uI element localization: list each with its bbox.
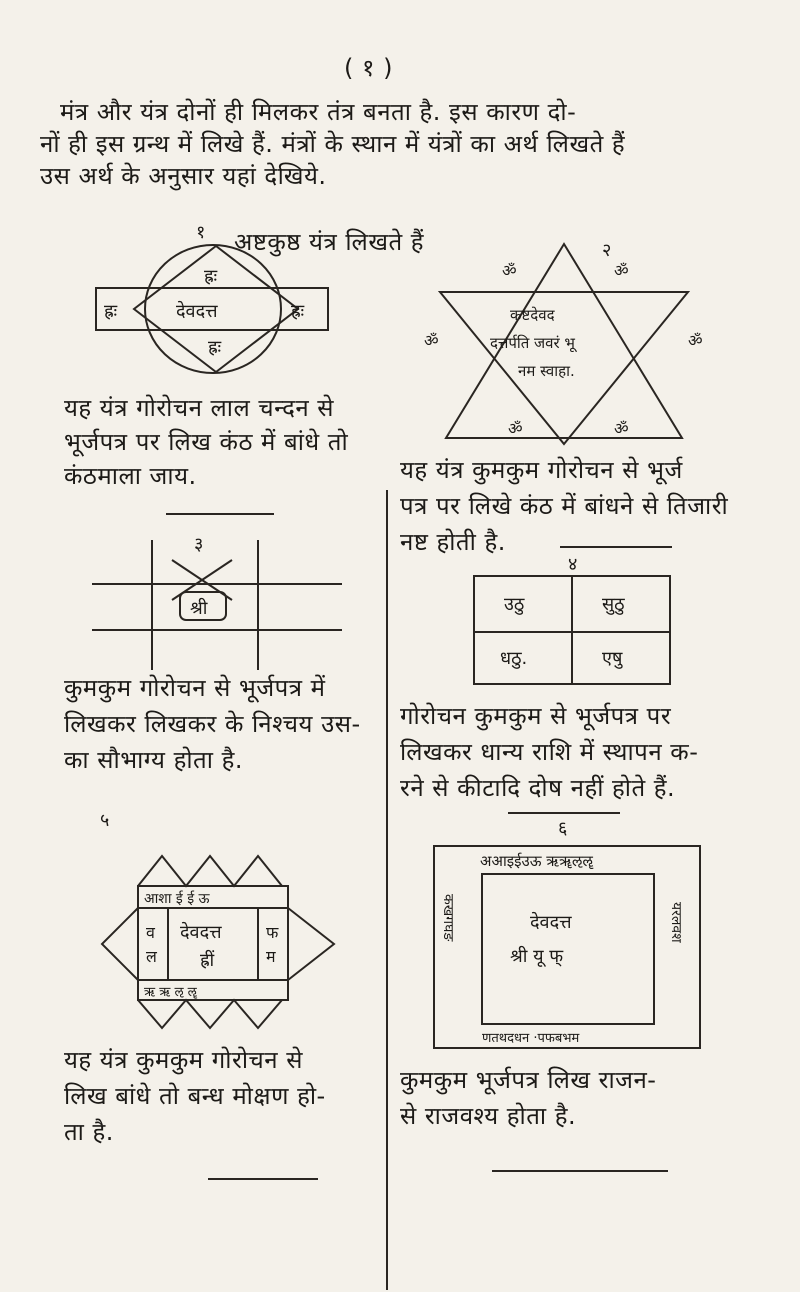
yantra-2-point-4: ॐ xyxy=(688,331,703,350)
yantra-5-bottom: ऋ ऋ ऌ ॡ xyxy=(144,985,197,1000)
yantra-3-caption-3: का सौभाग्य होता है. xyxy=(64,746,243,774)
yantra-4-cell-4: एषु xyxy=(602,648,623,669)
yantra-5-right-top: फ xyxy=(266,923,279,942)
yantra-3-number: ३ xyxy=(194,534,204,555)
yantra-2-caption-1: यह यंत्र कुमकुम गोरोचन से भूर्ज xyxy=(400,456,683,484)
page-number: ( १ ) xyxy=(344,54,393,82)
yantra-1-bottom: ह्रः xyxy=(208,337,222,358)
yantra-6-top: अआइईउऊ ऋॠऌॡ xyxy=(480,852,593,870)
yantra-2-caption-3: नष्ट होती है. xyxy=(400,528,506,556)
yantra-2-center-3: नम स्वाहा. xyxy=(518,362,575,380)
yantra-6-caption-2: से राजवश्य होता है. xyxy=(400,1102,577,1130)
yantra-4-cell-1: उठु xyxy=(504,594,525,615)
yantra-5-number: ५ xyxy=(100,810,110,831)
yantra-2-point-2: ॐ xyxy=(614,261,629,280)
intro-line-2: नों ही इस ग्रन्थ में लिखे हैं. मंत्रों के स्थान में यंत्रों का अर्थ लिखते हैं xyxy=(40,130,626,158)
yantra-4-number: ४ xyxy=(568,554,578,575)
yantra-2-number: २ xyxy=(602,240,612,261)
yantra-5-center-top: देवदत्त xyxy=(180,922,222,943)
yantra-2-point-3: ॐ xyxy=(424,331,439,350)
yantra-4-caption-2: लिखकर धान्य राशि में स्थापन क- xyxy=(400,738,699,766)
yantra-5-center-bottom: ह्रीं xyxy=(200,950,215,971)
yantra-5-caption-1: यह यंत्र कुमकुम गोरोचन से xyxy=(64,1046,303,1074)
yantra-2-caption-2: पत्र पर लिखे कंठ में बांधने से तिजारी xyxy=(400,492,729,520)
yantra-5-left-top: व xyxy=(146,923,155,942)
yantra-3-figure xyxy=(86,530,346,680)
yantra-1-caption-2: भूर्जपत्र पर लिख कंठ में बांधे तो xyxy=(64,428,349,456)
yantra-4-separator xyxy=(508,812,620,814)
yantra-5-separator xyxy=(208,1178,318,1180)
yantra-4-figure xyxy=(470,550,680,690)
yantra-3-center: श्री xyxy=(190,598,208,619)
yantra-4-cell-3: धठु. xyxy=(500,648,528,669)
yantra-2-figure xyxy=(424,238,724,450)
yantra-2-center-1: कष्टदेवद xyxy=(510,306,555,324)
yantra-3-caption-2: लिखकर लिखकर के निश्चय उस- xyxy=(64,710,361,738)
yantra-4-caption-1: गोरोचन कुमकुम से भूर्जपत्र पर xyxy=(400,702,672,730)
intro-line-3: उस अर्थ के अनुसार यहां देखिये. xyxy=(40,162,327,190)
yantra-6-right: यरलवश xyxy=(668,902,684,943)
yantra-6-left: कखगघङ xyxy=(440,894,456,942)
yantra-1-caption-3: कंठमाला जाय. xyxy=(64,462,197,490)
yantra-2-point-5: ॐ xyxy=(508,419,523,438)
yantra-5-right-bottom: म xyxy=(266,947,276,966)
yantra-3-caption-1: कुमकुम गोरोचन से भूर्जपत्र में xyxy=(64,674,326,702)
yantra-2-center-2: दत्तर्पति जवरं भू xyxy=(490,334,575,352)
yantra-5-caption-3: ता है. xyxy=(64,1118,114,1146)
yantra-5-caption-2: लिख बांधे तो बन्ध मोक्षण हो- xyxy=(64,1082,326,1110)
yantra-1-right: ह्रः xyxy=(291,301,305,322)
yantra-2-point-6: ॐ xyxy=(614,419,629,438)
yantra-6-figure xyxy=(426,816,716,1052)
yantra-6-number: ६ xyxy=(558,818,568,839)
yantra-4-cell-2: सुठु xyxy=(602,594,625,615)
yantra-2-heading: अष्टकुष्ठ यंत्र लिखते हैं xyxy=(234,228,425,256)
yantra-5-left-bottom: ल xyxy=(146,947,157,966)
yantra-2-point-1: ॐ xyxy=(502,261,517,280)
yantra-5-figure xyxy=(88,810,344,1034)
yantra-6-inner-bottom: श्री यू फ् xyxy=(510,946,564,967)
yantra-1-caption-1: यह यंत्र गोरोचन लाल चन्दन से xyxy=(64,394,334,422)
yantra-6-separator xyxy=(492,1170,668,1172)
yantra-6-caption-1: कुमकुम भूर्जपत्र लिख राजन- xyxy=(400,1066,657,1094)
yantra-6-bottom: णतथदधन ·पफबभम xyxy=(482,1031,580,1046)
yantra-1-separator xyxy=(166,513,274,515)
yantra-1-center: देवदत्त xyxy=(176,301,218,322)
intro-line-1: मंत्र और यंत्र दोनों ही मिलकर तंत्र बनता है. इस कारण दो- xyxy=(60,98,577,126)
yantra-4-caption-3: रने से कीटादि दोष नहीं होते हैं. xyxy=(400,774,676,802)
yantra-5-top: आशा ई ई ऊ xyxy=(144,891,210,907)
yantra-2-separator xyxy=(560,546,672,548)
yantra-1-left: ह्रः xyxy=(104,301,118,322)
yantra-1-number: १ xyxy=(196,222,206,243)
yantra-1-top: ह्रः xyxy=(204,266,218,287)
column-divider xyxy=(386,490,388,1290)
yantra-6-inner-top: देवदत्त xyxy=(530,912,572,933)
